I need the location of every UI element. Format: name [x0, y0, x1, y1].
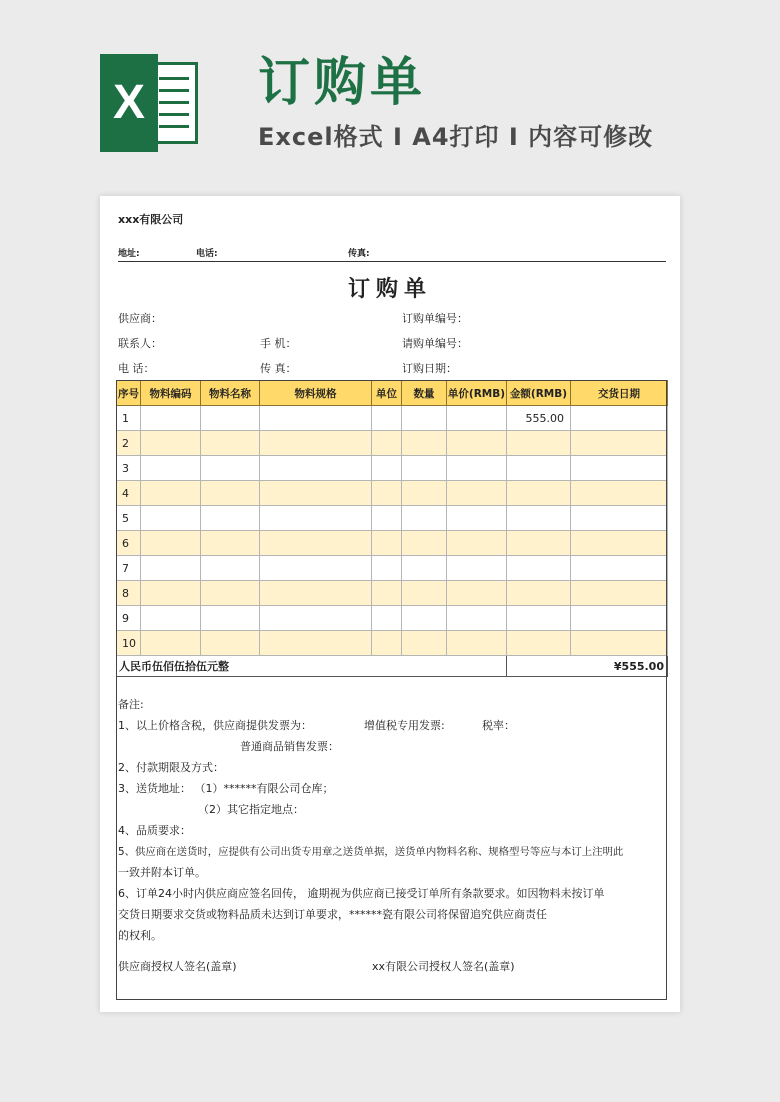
cell-unit-price[interactable]: [447, 581, 507, 606]
cell-material-spec[interactable]: [260, 606, 372, 631]
notes-heading: 备注:: [118, 698, 144, 711]
request-number-label: 请购单编号：: [402, 337, 468, 350]
cell-material-name[interactable]: [201, 631, 260, 656]
cell-seq[interactable]: 2: [117, 431, 141, 456]
cell-material-name[interactable]: [201, 406, 260, 431]
cell-unit-price[interactable]: [447, 556, 507, 581]
cell-delivery-date[interactable]: [571, 406, 668, 431]
supplier-signature-label: 供应商授权人签名(盖章): [118, 960, 237, 973]
cell-material-code[interactable]: [141, 506, 201, 531]
header-material-name: 物料名称: [201, 381, 260, 406]
cell-unit[interactable]: [372, 581, 402, 606]
cell-material-spec[interactable]: [260, 406, 372, 431]
cell-unit-price[interactable]: [447, 506, 507, 531]
cell-delivery-date[interactable]: [571, 481, 668, 506]
table-row: [117, 506, 668, 531]
table-row: [117, 406, 668, 431]
cell-quantity[interactable]: [402, 406, 447, 431]
cell-delivery-date[interactable]: [571, 631, 668, 656]
cell-amount[interactable]: [507, 581, 571, 606]
table-row: [117, 556, 668, 581]
note-1: 1、以上价格含税，供应商提供发票为：: [118, 719, 312, 732]
cell-material-spec[interactable]: [260, 431, 372, 456]
total-in-words: 人民币伍佰伍拾伍元整: [117, 656, 507, 677]
header-seq: 序号: [117, 381, 141, 406]
cell-quantity[interactable]: [402, 506, 447, 531]
cell-quantity[interactable]: [402, 531, 447, 556]
mobile-label: 手 机：: [260, 337, 297, 350]
cell-seq[interactable]: 9: [117, 606, 141, 631]
table-row: [117, 456, 668, 481]
cell-material-name[interactable]: [201, 556, 260, 581]
cell-amount[interactable]: [507, 631, 571, 656]
cell-material-spec[interactable]: [260, 456, 372, 481]
banner: [0, 0, 780, 190]
cell-seq[interactable]: 4: [117, 481, 141, 506]
cell-material-name[interactable]: [201, 506, 260, 531]
excel-icon: [100, 54, 202, 152]
table-row: [117, 481, 668, 506]
cell-delivery-date[interactable]: [571, 531, 668, 556]
header-quantity: 数量: [402, 381, 447, 406]
cell-seq[interactable]: 7: [117, 556, 141, 581]
cell-unit[interactable]: [372, 631, 402, 656]
note-6: 6、订单24小时内供应商应签名回传， 逾期视为供应商已接受订单所有条款要求。如因物料未按订单: [118, 887, 605, 900]
cell-delivery-date[interactable]: [571, 431, 668, 456]
cell-quantity[interactable]: [402, 581, 447, 606]
cell-unit[interactable]: [372, 531, 402, 556]
cell-material-name[interactable]: [201, 606, 260, 631]
cell-material-code[interactable]: [141, 406, 201, 431]
cell-quantity[interactable]: [402, 481, 447, 506]
cell-material-name[interactable]: [201, 581, 260, 606]
order-table: [116, 380, 668, 677]
note-4: 4、品质要求：: [118, 824, 191, 837]
note-3: 3、送货地址： （1）******有限公司仓库；: [118, 782, 334, 795]
table-row: [117, 606, 668, 631]
cell-material-code[interactable]: [141, 631, 201, 656]
cell-material-spec[interactable]: [260, 581, 372, 606]
note-5b: 一致并附本订单。: [118, 866, 206, 879]
cell-material-code[interactable]: [141, 606, 201, 631]
contact-label: 联系人：: [118, 337, 162, 350]
cell-unit[interactable]: [372, 481, 402, 506]
cell-amount[interactable]: [507, 431, 571, 456]
note-6b: 交货日期要求交货或物料品质未达到订单要求，******瓷有限公司将保留追究供应商责任: [118, 908, 547, 921]
total-amount: ¥555.00: [507, 656, 668, 677]
header-material-spec: 物料规格: [260, 381, 372, 406]
note-1-vat: 增值税专用发票:: [364, 719, 445, 732]
cell-material-spec[interactable]: [260, 506, 372, 531]
note-1-rate: 税率：: [482, 719, 515, 732]
excel-x-letter: X: [100, 54, 158, 152]
cell-material-spec[interactable]: [260, 556, 372, 581]
note-1-general: 普通商品销售发票：: [240, 740, 339, 753]
cell-seq[interactable]: 3: [117, 456, 141, 481]
cell-unit-price[interactable]: [447, 481, 507, 506]
cell-quantity[interactable]: [402, 631, 447, 656]
cell-amount[interactable]: [507, 531, 571, 556]
header-amount: 金额(RMB): [507, 381, 571, 406]
note-5: 5、供应商在送货时，应提供有公司出货专用章之送货单据，送货单内物料名称、规格型号等应与本订上注明此: [118, 846, 624, 858]
cell-delivery-date[interactable]: [571, 506, 668, 531]
company-signature-label: xx有限公司授权人签名(盖章): [372, 960, 515, 973]
cell-amount[interactable]: 555.00: [507, 406, 571, 431]
address-row: [118, 246, 666, 262]
cell-amount[interactable]: [507, 556, 571, 581]
cell-delivery-date[interactable]: [571, 556, 668, 581]
tel-label: 电 话：: [118, 362, 155, 375]
note-6c: 的权利。: [118, 929, 162, 942]
cell-material-code[interactable]: [141, 456, 201, 481]
header-delivery-date: 交货日期: [571, 381, 668, 406]
cell-material-code[interactable]: [141, 431, 201, 456]
cell-seq[interactable]: 6: [117, 531, 141, 556]
cell-quantity[interactable]: [402, 431, 447, 456]
order-date-label: 订购日期：: [402, 362, 457, 375]
cell-material-name[interactable]: [201, 531, 260, 556]
cell-amount[interactable]: [507, 606, 571, 631]
cell-quantity[interactable]: [402, 556, 447, 581]
cell-unit[interactable]: [372, 431, 402, 456]
cell-seq[interactable]: 1: [117, 406, 141, 431]
cell-material-name[interactable]: [201, 456, 260, 481]
cell-material-name[interactable]: [201, 431, 260, 456]
cell-unit-price[interactable]: [447, 456, 507, 481]
cell-unit-price[interactable]: [447, 606, 507, 631]
cell-unit[interactable]: [372, 606, 402, 631]
cell-material-spec[interactable]: [260, 531, 372, 556]
cell-unit[interactable]: [372, 556, 402, 581]
cell-material-code[interactable]: [141, 581, 201, 606]
company-name: xxx有限公司: [118, 213, 184, 226]
fax-info-label: 传 真：: [260, 362, 297, 375]
fax-label: 传真:: [348, 249, 370, 259]
cell-amount[interactable]: [507, 506, 571, 531]
cell-material-name[interactable]: [201, 481, 260, 506]
cell-material-spec[interactable]: [260, 631, 372, 656]
cell-delivery-date[interactable]: [571, 581, 668, 606]
order-number-label: 订购单编号：: [402, 312, 468, 325]
cell-seq[interactable]: 8: [117, 581, 141, 606]
address-label: 地址:: [118, 249, 140, 259]
cell-material-code[interactable]: [141, 481, 201, 506]
cell-unit[interactable]: [372, 456, 402, 481]
table-header-row: [117, 381, 668, 406]
cell-quantity[interactable]: [402, 456, 447, 481]
cell-unit[interactable]: [372, 406, 402, 431]
cell-unit[interactable]: [372, 506, 402, 531]
supplier-label: 供应商：: [118, 312, 162, 325]
note-2: 2、付款期限及方式：: [118, 761, 224, 774]
cell-material-spec[interactable]: [260, 481, 372, 506]
cell-unit-price[interactable]: [447, 431, 507, 456]
cell-amount[interactable]: [507, 481, 571, 506]
header-unit-price: 单价(RMB): [447, 381, 507, 406]
cell-amount[interactable]: [507, 456, 571, 481]
cell-delivery-date[interactable]: [571, 456, 668, 481]
cell-unit-price[interactable]: [447, 531, 507, 556]
header-unit: 单位: [372, 381, 402, 406]
table-row: [117, 631, 668, 656]
banner-subtitle: Excel格式 I A4打印 I 内容可修改: [258, 123, 654, 151]
document-title: 订购单: [347, 277, 432, 302]
cell-seq[interactable]: 5: [117, 506, 141, 531]
phone-label: 电话:: [196, 249, 218, 259]
cell-material-code[interactable]: [141, 556, 201, 581]
cell-unit-price[interactable]: [447, 631, 507, 656]
cell-material-code[interactable]: [141, 531, 201, 556]
cell-unit-price[interactable]: [447, 406, 507, 431]
table-row: [117, 581, 668, 606]
cell-seq[interactable]: 10: [117, 631, 141, 656]
table-row: [117, 531, 668, 556]
header-material-code: 物料编码: [141, 381, 201, 406]
table-row: [117, 431, 668, 456]
order-sheet: [100, 196, 680, 1012]
banner-title: 订购单: [258, 53, 427, 113]
total-row: [117, 656, 668, 677]
cell-quantity[interactable]: [402, 606, 447, 631]
note-3b: （2）其它指定地点：: [198, 803, 304, 816]
cell-delivery-date[interactable]: [571, 606, 668, 631]
